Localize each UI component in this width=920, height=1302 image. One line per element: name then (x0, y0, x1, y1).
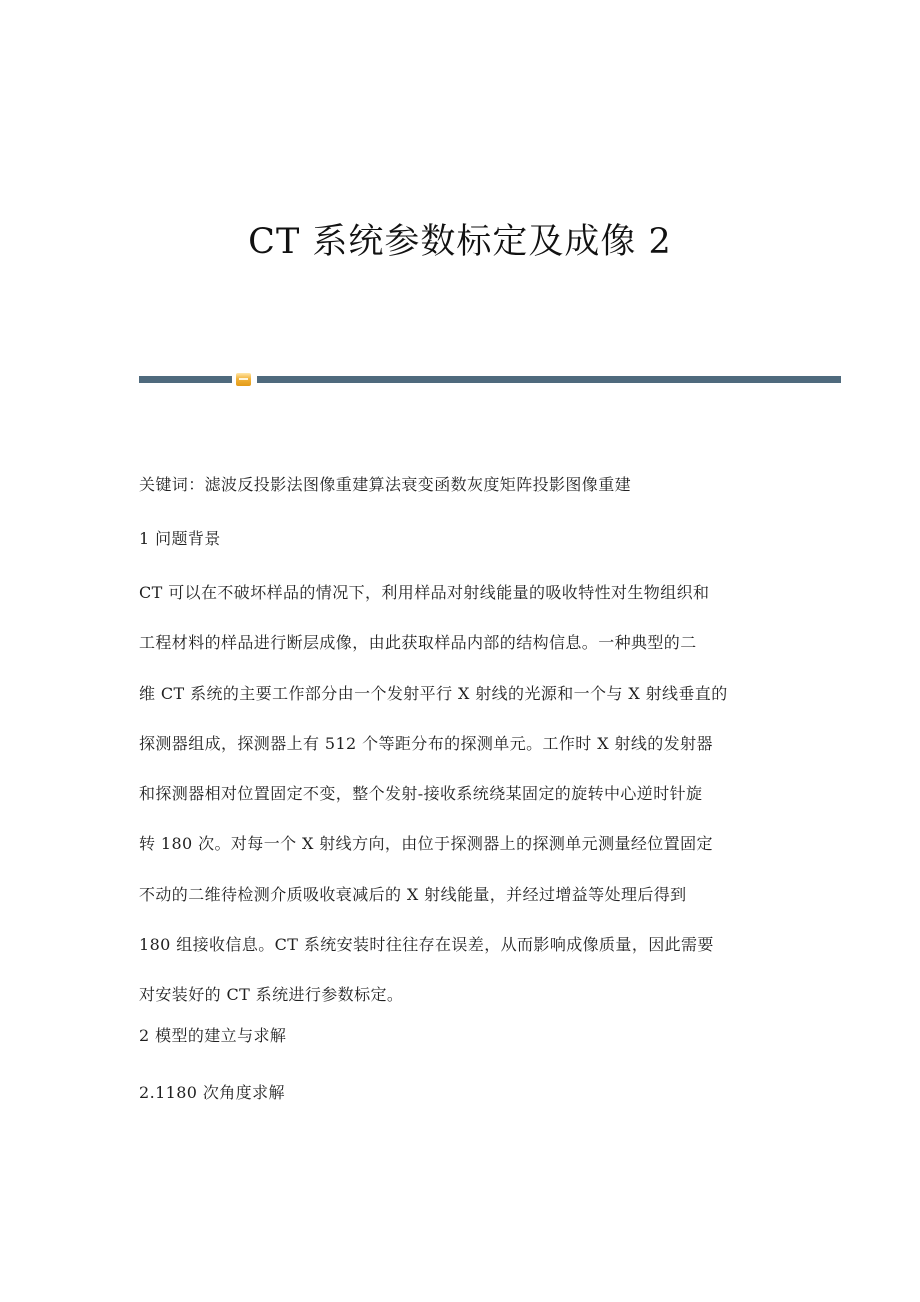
section-2-heading: 2 模型的建立与求解 (139, 1026, 287, 1045)
paragraph-line: 和探测器相对位置固定不变，整个发射-接收系统绕某固定的旋转中心逆时针旋 (139, 784, 703, 804)
section-2-1-heading-block (139, 1067, 789, 1118)
paragraph-line: 探测器组成，探测器上有 512 个等距分布的探测单元。工作时 X 射线的发射器 (139, 733, 713, 753)
section-1-paragraph (139, 568, 789, 1021)
paragraph-line: 工程材料的样品进行断层成像，由此获取样品内部的结构信息。一种典型的二 (139, 633, 697, 653)
title-divider (139, 373, 841, 386)
divider-marker-highlight (239, 378, 248, 380)
paragraph-line: 维 CT 系统的主要工作部分由一个发射平行 X 射线的光源和一个与 X 射线垂直的 (139, 683, 728, 703)
keywords-block (139, 459, 789, 510)
section-1-heading-block (139, 513, 789, 564)
paragraph-line: 180 组接收信息。CT 系统安装时往往存在误差，从而影响成像质量，因此需要 (139, 935, 714, 955)
paragraph-line: 对安装好的 CT 系统进行参数标定。 (139, 985, 404, 1005)
paragraph-line: 转 180 次。对每一个 X 射线方向，由位于探测器上的探测单元测量经位置固定 (139, 834, 713, 854)
paragraph-line: CT 可以在不破坏样品的情况下，利用样品对射线能量的吸收特性对生物组织和 (139, 583, 710, 602)
section-1-heading: 1 问题背景 (139, 529, 221, 548)
divider-bar-right (257, 376, 841, 383)
section-2-1-heading: 2.1180 次角度求解 (139, 1083, 285, 1102)
paragraph-line: 不动的二维待检测介质吸收衰减后的 X 射线能量，并经过增益等处理后得到 (139, 884, 687, 904)
section-2-heading-block (139, 1010, 789, 1061)
keywords-line: 关键词：滤波反投影法图像重建算法衰变函数灰度矩阵投影图像重建 (139, 475, 632, 494)
document-title: CT 系统参数标定及成像 2 (248, 222, 672, 262)
divider-bar-left (139, 376, 232, 383)
